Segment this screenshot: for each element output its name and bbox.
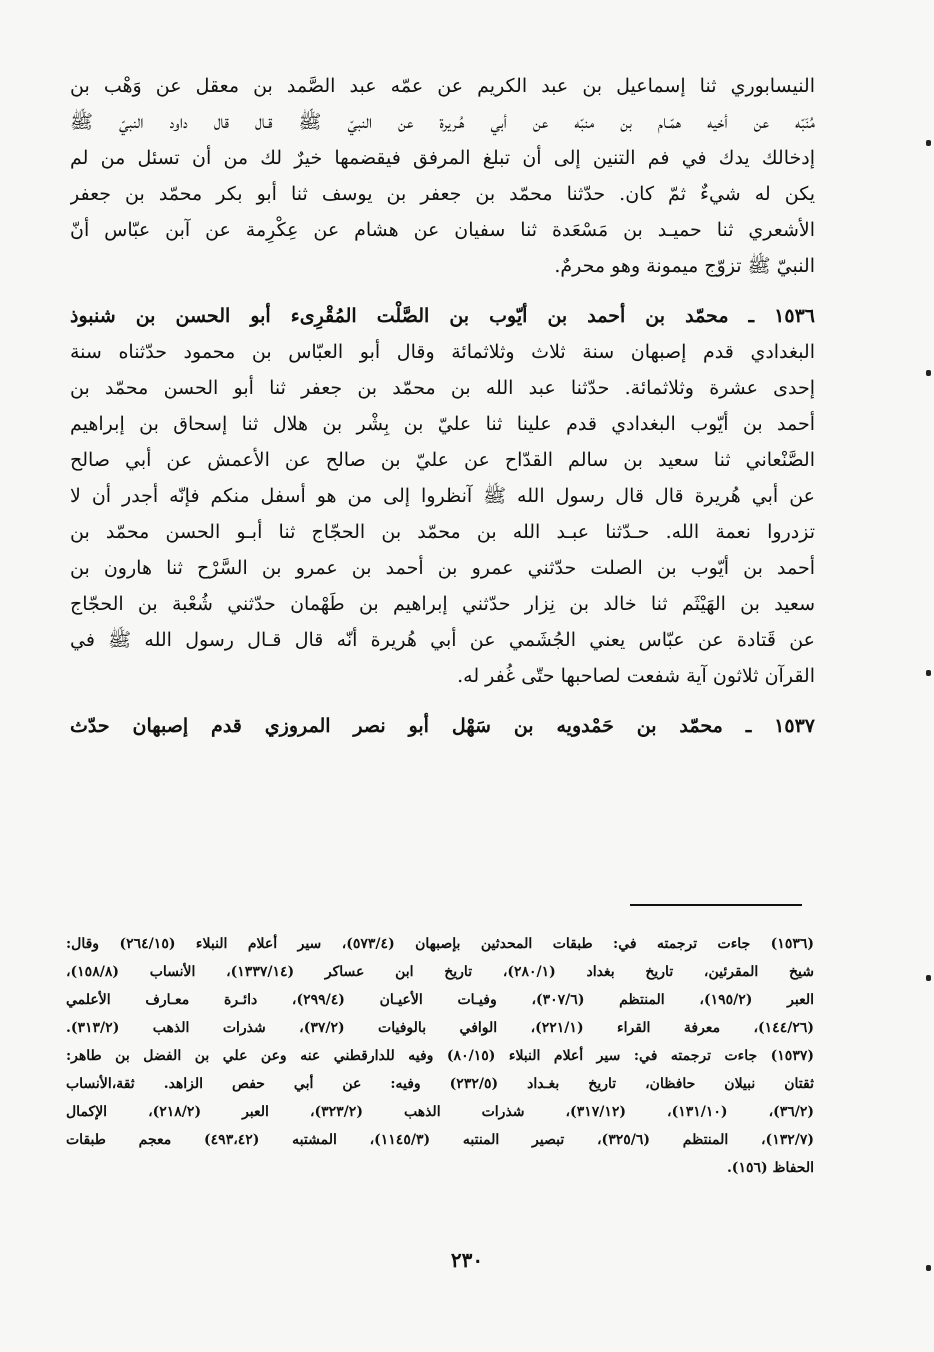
text-line: البغدادي قدم إصبهان سنة ثلاث وثلاثمائة وقال أبو العبّاس بن محمود حدّثناه سنة	[70, 341, 815, 363]
footnote-line: (٣٦/٢)، (١٣١/١٠)، (٣١٧/١٢)، شذرات الذهب (٣٢٣/٢)، العبر (٢١٨/٢)، الإكمال	[66, 1104, 814, 1120]
text-line: النبيّ ﷺ تزوّج ميمونة وهو محرمٌ.	[554, 255, 815, 277]
footnote-line: شيخ المقرئين، تاريخ بغداد (٢٨٠/١)، تاريخ ابن عساكر (١٣٣٧/١٤)، الأنساب (١٥٨/٨)،	[66, 964, 814, 980]
footnote-line: الحفاظ (١٥٦).	[726, 1160, 814, 1176]
main-text	[70, 68, 815, 744]
text-line: مُنَبّه عن أخيه همّـام بن منبّه عن أبي هُـريرة عن النبيّ ﷺ قـال قال داود النبيّ ﷺ	[70, 111, 815, 133]
footnote-line: (١٥٣٧) جاءت ترجمته في: سير أعلام النبلاء (٨٠/١٥) وفيه للدارقطني عنه وعن علي بن الفضل بن طاهر:	[66, 1048, 814, 1064]
scan-mark	[926, 975, 931, 981]
text-line: أحمد بن أيّوب بن الصلت حدّثني عمرو بن أحمد بن عمرو بن السَّرْح ثنا هارون بن	[70, 557, 815, 579]
text-line: النيسابوري ثنا إسماعيل بن عبد الكريم عن عمّه عبد الصَّمد بن معقل عن وَهْب بن	[70, 75, 815, 97]
scan-mark	[926, 1265, 931, 1271]
footnote-line: (١٣٢/٧)، المنتظم (٣٢٥/٦)، تبصير المنتبه (١١٤٥/٣)، المشتبه (٤٩٣،٤٢) معجم طبقات	[66, 1132, 814, 1148]
text-line: الأشعري ثنا حميـد بن مَسْعَدة ثنا سفيان عن هشام عن عِكْرِمة عن آبن عبّاس أنّ	[70, 219, 815, 241]
text-line: إدخالك يدك في فم التنين إلى أن تبلغ المرفق فيقضمها خيرٌ لك من أن تسئل من لم	[70, 147, 815, 169]
text-line: سعيد بن الهَيْثَم ثنا خالد بن نِزار حدّثني إبراهيم بن طَهْمان حدّثني شُعْبة بن الحجّاج	[70, 593, 815, 615]
footnote-divider	[630, 904, 802, 906]
text-line: عن قَتادة عن عبّاس يعني الجُشَمي عن أبي هُريرة أنّه قال قـال رسول الله ﷺ في	[70, 629, 815, 651]
scan-mark	[926, 140, 931, 146]
entry-heading-1536: ١٥٣٦ ـ محمّد بن أحمد بن أيّوب بن الصَّلْت المُقْرِىء أبو الحسن بن شنبوذ	[70, 305, 815, 327]
footnote-line: ثقتان نبيلان حافظان، تاريخ بغـداد (٢٣٢/٥) وفيه: عن أبي حفص الزاهد. ثقة،الأنساب	[66, 1076, 814, 1092]
page-number: ٢٣٠	[450, 1248, 484, 1272]
text-line: يكن له شيءٌ ثمّ كان. حدّثنا محمّد بن جعفر بن يوسف ثنا أبو بكر محمّد بن جعفر	[70, 183, 815, 205]
text-line: القرآن ثلاثون آية شفعت لصاحبها حتّى غُفر له.	[457, 665, 815, 687]
text-line: الصَّنْعاني ثنا سعيد بن سالم القدّاح عن عليّ بن صالح عن الأعمش عن أبي صالح	[70, 449, 815, 471]
footnote-line: (١٤٤/٢٦)، معرفة القراء (٢٢١/١)، الوافي بالوفيات (٣٧/٢)، شذرات الذهب (٣١٣/٢).	[66, 1020, 814, 1036]
entry-heading-1537: ١٥٣٧ ـ محمّد بن حَمْدويه بن سَهْل أبو نصر المروزي قدم إصبهان حدّث	[70, 715, 815, 737]
text-line: إحدى عشرة وثلاثمائة. حدّثنا عبد الله بن محمّد بن جعفر ثنا أبو الحسن محمّد بن	[70, 377, 815, 399]
text-line: أحمد بن أيّوب البغدادي قدم علينا ثنا عليّ بن بِشْر بن هلال ثنا إسحاق بن إبراهيم	[70, 413, 815, 435]
footnote-line: العبر (١٩٥/٢)، المنتظم (٣٠٧/٦)، وفيـات الأعيـان (٢٩٩/٤)، دائـرة معـارف الأعلمي	[66, 992, 814, 1008]
footnote-line: (١٥٣٦) جاءت ترجمته في: طبقات المحدثين بإصبهان (٥٧٣/٤)، سير أعلام النبلاء (٢٦٤/١٥) وقال:	[66, 936, 814, 952]
text-line: تزدروا نعمة الله. حـدّثنا عبـد الله بن محمّد بن الحجّاج ثنا أبـو الحسن محمّد بن	[70, 521, 815, 543]
footnotes	[66, 930, 814, 1182]
text-line: عن أبي هُريرة قال قال رسول الله ﷺ آنظروا إلى من هو أسفل منكم فإنّه أجدر أن لا	[70, 485, 815, 507]
scan-mark	[926, 370, 931, 376]
scan-mark	[926, 670, 931, 676]
